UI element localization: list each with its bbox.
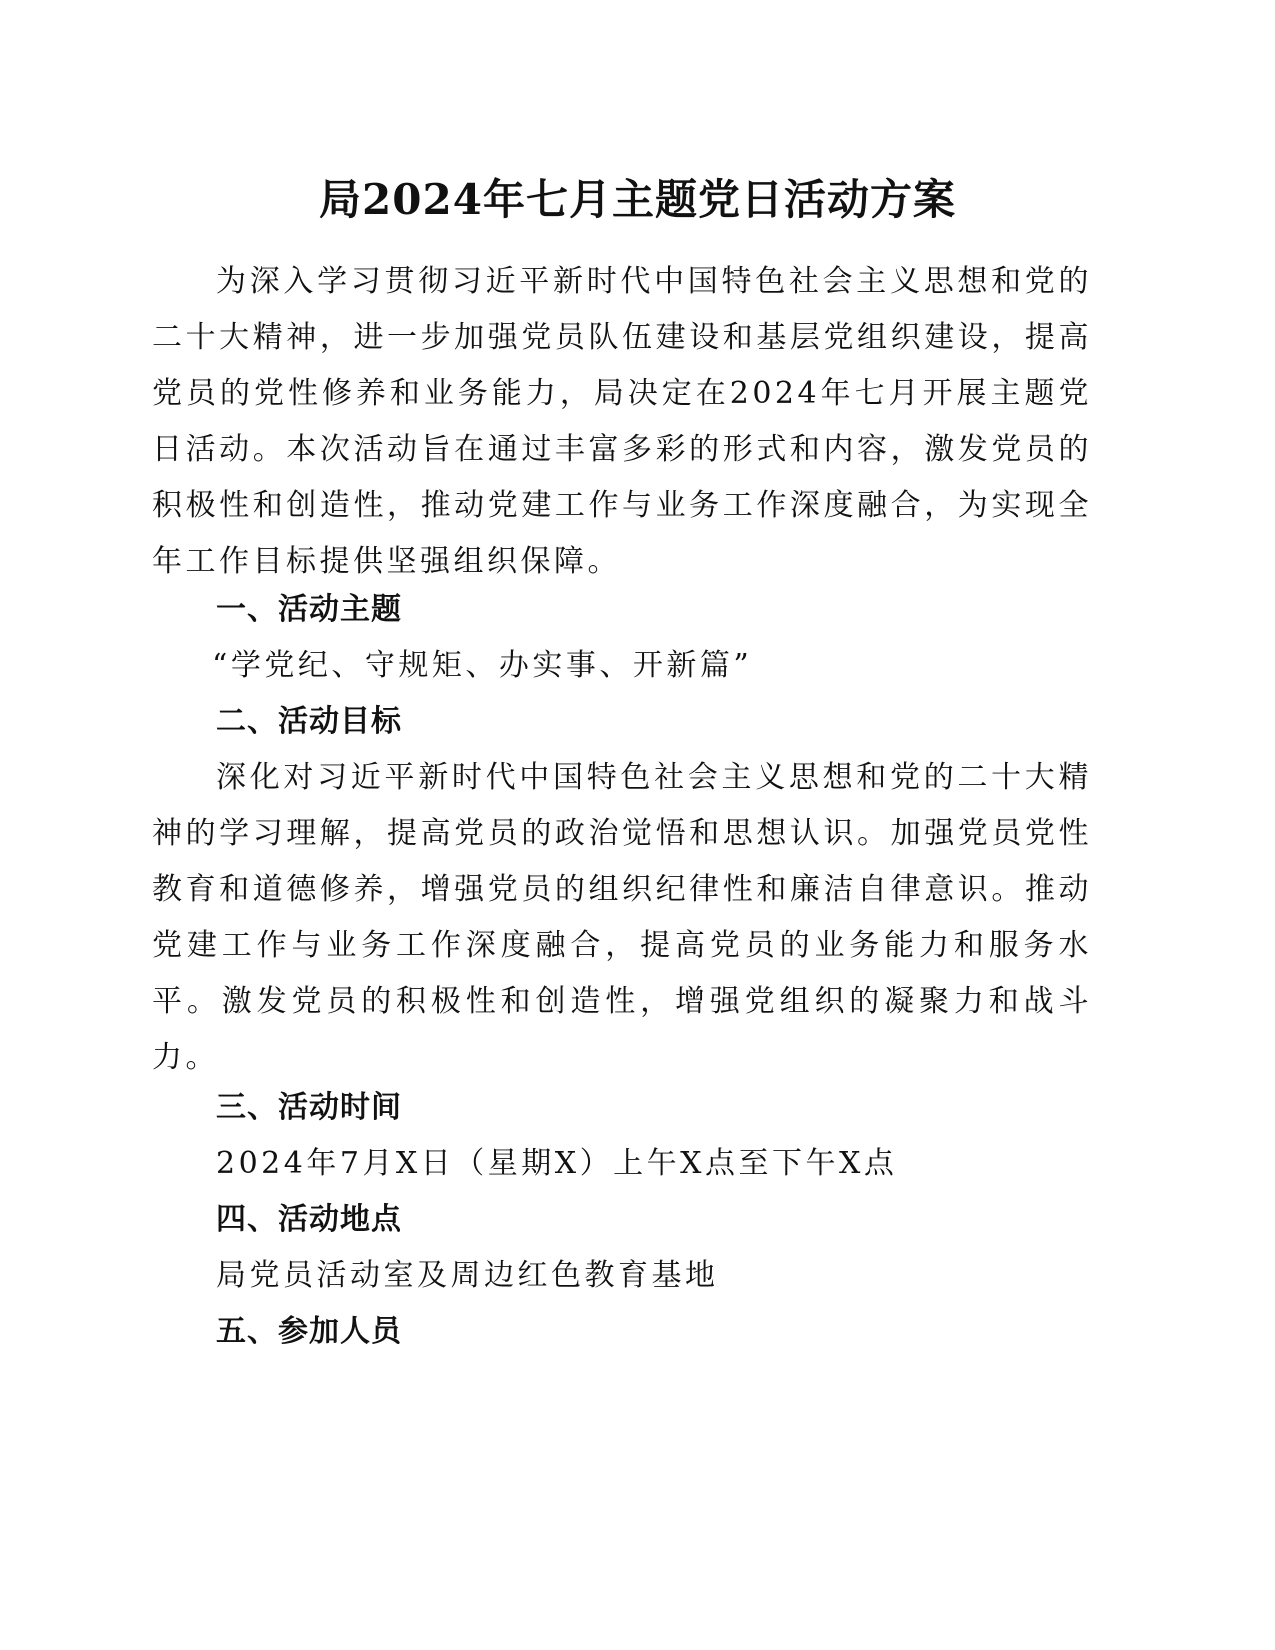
intro-paragraph: 为深入学习贯彻习近平新时代中国特色社会主义思想和党的二十大精神，进一步加强党员队伍建设和基层党组织建设，提高党员的党性修养和业务能力，局决定在2024年七月开展主题党日活动。本次活动旨在通过丰富多彩的形式和内容，激发党员的积极性和创造性，推动党建工作与业务工作深度融合，为实现全年工作目标提供坚强组织保障。 [152,264,1092,579]
document-title: 局2024年七月主题党日活动方案 [319,175,956,224]
section-content-time: 2024年7月X日（星期X）上午X点至下午X点 [216,1146,898,1181]
section-heading-time: 三、活动时间 [216,1090,402,1125]
section-content-goals: 深化对习近平新时代中国特色社会主义思想和党的二十大精神的学习理解，提高党员的政治觉悟和思想认识。加强党员党性教育和道德修养，增强党员的组织纪律性和廉洁自律意识。推动党建工作与业务工作深度融合，提高党员的业务能力和服务水平。激发党员的积极性和创造性，增强党组织的凝聚力和战斗力。 [152,760,1092,1075]
section-heading-theme: 一、活动主题 [216,592,402,627]
section-content-theme: “学党纪、守规矩、办实事、开新篇” [212,648,753,683]
section-heading-participants: 五、参加人员 [216,1314,402,1349]
section-content-location: 局党员活动室及周边红色教育基地 [216,1258,719,1293]
section-heading-goals: 二、活动目标 [216,704,402,739]
section-heading-location: 四、活动地点 [216,1202,402,1237]
